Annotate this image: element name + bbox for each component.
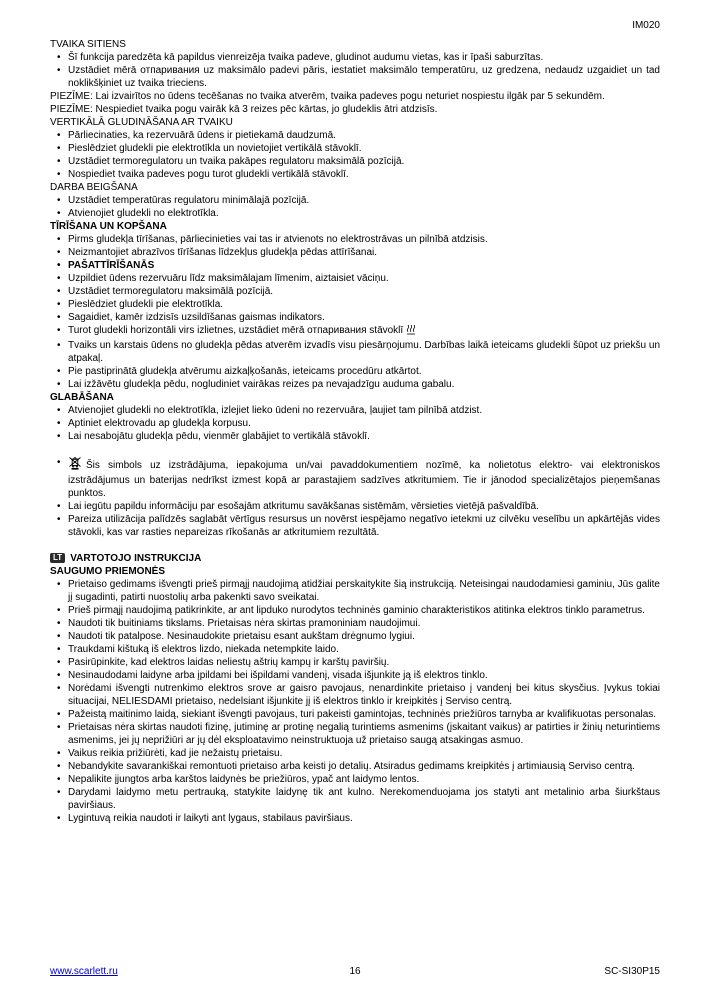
bullet-item: [50, 51, 660, 64]
bullet-item: [50, 430, 660, 443]
page-footer: [50, 966, 660, 980]
bullet-item: [50, 786, 660, 812]
bullet-item: [50, 233, 660, 246]
bullet-item-text: Pārliecinaties, ka rezervuārā ūdens ir pietiekamā daudzumā.: [68, 130, 336, 141]
bullet-item: [50, 708, 660, 721]
self-clean-icon: [406, 324, 416, 339]
bullet-item-text: Uzstādiet mērā отпаривания uz maksimālo padevi pāris, iestatiet maksimālo temperatūru, uz gredzena, nedaudz uzgaidiet un tad noklikšķiniet uz tvaika trieciens.: [68, 65, 660, 89]
bullet-item: [50, 246, 660, 259]
bullet-item-text: Prieš pirmąjį naudojimą patikrinkite, ar ant lipduko nurodytos techninės gaminio charakteristikos atitinka elektros tinklo parametrus.: [68, 605, 645, 616]
bullet-item: [50, 404, 660, 417]
section-heading: [50, 116, 660, 129]
model-code: SC-SI30P15: [604, 966, 660, 977]
bullet-item: [50, 500, 660, 513]
bullet-item-text: Nepalikite įjungtos arba karštos laidynės be priežiūros, ypač ant laidymo lentos.: [68, 774, 420, 785]
bullet-item-text: Nospiediet tvaika padeves pogu turot gludekli vertikālā stāvoklī.: [68, 169, 349, 180]
language-badge-lt: LT: [50, 553, 65, 563]
bullet-item-text: Atvienojiet gludekli no elektrotīkla.: [68, 208, 219, 219]
bullet-item-text: Nebandykite savarankiškai remontuoti prietaiso arba keisti jo detalių. Atsiradus gedimams kreipkitės į artimiausią Serviso centrą.: [68, 761, 635, 772]
bullet-item-text: Nesinaudodami laidyne arba įpildami bei išpildami vandenį, visada išjunkite ją iš elektros tinklo.: [68, 670, 488, 681]
bullet-item-text: Pieslēdziet gludekli pie elektrotīkla.: [68, 299, 224, 310]
bullet-item: [50, 298, 660, 311]
bullet-item-text: Lai nesabojātu gludekļa pēdu, vienmēr glabājiet to vertikālā stāvoklī.: [68, 431, 370, 442]
spacer: [50, 443, 660, 456]
bullet-item-text: Pasirūpinkite, kad elektros laidas neliestų aštrių kampų ir karštų paviršių.: [68, 657, 390, 668]
bullet-item: [50, 64, 660, 90]
bullet-item: [50, 129, 660, 142]
bullet-item-text: Turot gludekli horizontāli virs izlietnes, uzstādiet mērā отпаривания stāvoklī: [68, 325, 404, 336]
bullet-item: [50, 194, 660, 207]
bullet-item: [50, 773, 660, 786]
note-paragraph-text: PIEZĪME: Lai izvairītos no ūdens tecēšanas no tvaika atverēm, tvaika padeves pogu neturiet nospiestu ilgāk par 5 sekundēm.: [50, 91, 605, 102]
bullet-item: [50, 669, 660, 682]
weee-crossed-bin-icon: [68, 456, 82, 474]
section-heading-text: DARBA BEIGŠANA: [50, 182, 138, 193]
bullet-item-text: Uzstādiet temperatūras regulatoru minimālajā pozīcijā.: [68, 195, 310, 206]
bullet-item: [50, 272, 660, 285]
bullet-item-text: Naudoti tik buitiniams tikslams. Prietaisas nėra skirtas pramoniniam naudojimui.: [68, 618, 421, 629]
section-heading: [50, 552, 660, 565]
bullet-item-text: Pie pastiprinātā gludekļa atvērumu aizkaļķošanās, ieteicams procedūru atkārtot.: [68, 366, 422, 377]
bullet-item-text: Pareiza utilizācija palīdzēs saglabāt vērtīgus resursus un novērst iespējamo negatīvo ietekmi uz cilvēku veselību un apkārtējās vides stāvokli, kas var rasties nepareizas rīkošanās ar atkritumiem rezultātā.: [68, 514, 660, 538]
bullet-item: [50, 656, 660, 669]
bullet-item-text: Darydami laidymo metu pertrauką, statykite laidynę tik ant kulno. Nerekomenduojama jos statyti ant metalinio arba šiurkštaus paviršiaus.: [68, 787, 660, 811]
spacer: [50, 539, 660, 552]
bullet-item: [50, 513, 660, 539]
document-code: IM020: [632, 20, 660, 31]
section-heading: [50, 38, 660, 51]
website-link[interactable]: www.scarlett.ru: [50, 966, 118, 977]
bullet-item-text: Šis simbols uz izstrādājuma, iepakojuma un/vai pavaddokumentiem nozīmē, ka nolietotus elektro- vai elektroniskos izstrādājumus un baterijas nedrīkst izmest kopā ar parastajiem sadzīves atkritumiem. Tie ir jānodod specializētajos pieņemšanas punktos.: [68, 460, 660, 499]
section-heading-text: TVAIKA SITIENS: [50, 39, 126, 50]
section-heading: [50, 181, 660, 194]
bullet-item: [50, 617, 660, 630]
bullet-item: [50, 578, 660, 604]
bullet-item: [50, 365, 660, 378]
note-paragraph-text: PIEZĪME: Nespiediet tvaika pogu vairāk kā 3 reizes pēc kārtas, jo gludeklis ātri atdzisīs.: [50, 104, 438, 115]
bullet-item: [50, 285, 660, 298]
bullet-item: [50, 456, 660, 500]
section-heading: [50, 391, 660, 404]
bullet-item-text: Šī funkcija paredzēta kā papildus vienreizēja tvaika padeve, gludinot audumu vietas, kas ir īpaši saburzītas.: [68, 52, 544, 63]
section-heading-text: TĪRĪŠANA UN KOPŠANA: [50, 221, 167, 232]
section-heading-text: VARTOTOJO INSTRUKCIJA: [70, 553, 202, 564]
bullet-item-text: Pažeistą maitinimo laidą, siekiant išvengti pavojaus, turi pakeisti gamintojas, techninės priežiūros tarnyba ar kvalifikuotas personalas.: [68, 709, 657, 720]
section-heading: [50, 565, 660, 578]
bullet-item: [50, 259, 660, 272]
bullet-item-text: Naudoti tik patalpose. Nesinaudokite prietaisu esant aukštam drėgnumo lygiui.: [68, 631, 415, 642]
bullet-item-text: Lygintuvą reikia naudoti ir laikyti ant lygaus, stabilaus paviršiaus.: [68, 813, 353, 824]
bullet-item: [50, 760, 660, 773]
manual-content: [50, 38, 660, 825]
section-heading-text: GLABĀŠANA: [50, 392, 114, 403]
bullet-item: [50, 311, 660, 324]
bullet-item-text: Prietaisas nėra skirtas naudoti fizinę, jutiminę ar protinę negalią turintiems asmenims (įskaitant vaikus) ar patirties ir žinių neturintiems asmenims, jei jų neprižiūri ar jų dėl eksploatavimo neinstruktuoja už prietaiso saugą atsakingas asmuo.: [68, 722, 660, 746]
bullet-item-text: Lai izžāvētu gludekļa pēdu, nogludiniet vairākas reizes pa nevajadzīgu auduma gabalu.: [68, 379, 455, 390]
bullet-item-text: Norėdami išvengti nutrenkimo elektros srove ar gaisro pavojaus, nenardinkite prietaiso į vandenį bei kitus skysčius. Įvykus tokiai situacijai, NELIESDAMI prietaiso, nedelsiant išjunkite jį iš elektros tinklo ir kreipkitės į Serviso centrą.: [68, 683, 660, 707]
section-heading-text: SAUGUMO PRIEMONĖS: [50, 566, 166, 577]
bullet-item-text: Prietaiso gedimams išvengti prieš pirmąjį naudojimą atidžiai perskaitykite šią instrukciją. Neteisingai naudodamiesi gaminiu, Jūs galite jį sugadinti, patirti nuostolių arba pakenkti savo sveikatai.: [68, 579, 660, 603]
page-number: 16: [349, 966, 361, 977]
bullet-item: [50, 324, 660, 339]
bullet-item-text: Traukdami kištuką iš elektros lizdo, niekada netempkite laido.: [68, 644, 339, 655]
bullet-item: [50, 378, 660, 391]
bullet-item: [50, 630, 660, 643]
bullet-item: [50, 417, 660, 430]
bullet-item-text: Aptiniet elektrovadu ap gludekļa korpusu.: [68, 418, 251, 429]
bullet-item-text: Pieslēdziet gludekli pie elektrotīkla un novietojiet vertikālā stāvoklī.: [68, 143, 362, 154]
bullet-item-text: Lai iegūtu papildu informāciju par esošajām atkritumu savākšanas sistēmām, vērsieties vietējā pašvaldībā.: [68, 501, 539, 512]
bullet-item: [50, 604, 660, 617]
bullet-item-text: Uzpildiet ūdens rezervuāru līdz maksimālajam līmenim, aiztaisiet vāciņu.: [68, 273, 389, 284]
bullet-item-text: Uzstādiet termoregulatoru un tvaika pakāpes regulatoru maksimālā pozīcijā.: [68, 156, 405, 167]
bullet-item-text: Neizmantojiet abrazīvos tīrīšanas līdzekļus gludekļa pēdas attīrīšanai.: [68, 247, 378, 258]
bullet-item: [50, 812, 660, 825]
section-heading: [50, 220, 660, 233]
bullet-item: [50, 682, 660, 708]
bullet-item: [50, 721, 660, 747]
bullet-item: [50, 207, 660, 220]
bullet-item-text: Uzstādiet termoregulatoru maksimālā pozīcijā.: [68, 286, 274, 297]
bullet-item-text: Vaikus reikia prižiūrėti, kad jie nežaistų prietaisu.: [68, 748, 283, 759]
bullet-item-text: Sagaidiet, kamēr izdzisīs uzsildīšanas gaismas indikators.: [68, 312, 325, 323]
bullet-item: [50, 643, 660, 656]
note-paragraph: [50, 90, 660, 103]
bullet-item: [50, 155, 660, 168]
bullet-item-text: Pirms gludekļa tīrīšanas, pārliecinieties vai tas ir atvienots no elektrostrāvas un pilnībā atdzisis.: [68, 234, 488, 245]
bullet-item: [50, 747, 660, 760]
bullet-item: [50, 339, 660, 365]
bullet-item: [50, 168, 660, 181]
bullet-item: [50, 142, 660, 155]
bullet-item-text: Atvienojiet gludekli no elektrotīkla, izlejiet lieko ūdeni no rezervuāra, ļaujiet tam pilnībā atdzist.: [68, 405, 483, 416]
note-paragraph: [50, 103, 660, 116]
bullet-item-text: PAŠATTĪRĪŠANĀS: [68, 260, 155, 271]
section-heading-text: VERTIKĀLĀ GLUDINĀŠANA AR TVAIKU: [50, 117, 233, 128]
bullet-item-text: Tvaiks un karstais ūdens no gludekļa pēdas atverēm izvadīs visu piesārņojumu. Darbības laikā ieteicams gludekli šūpot uz priekšu un atpakaļ.: [68, 340, 660, 364]
